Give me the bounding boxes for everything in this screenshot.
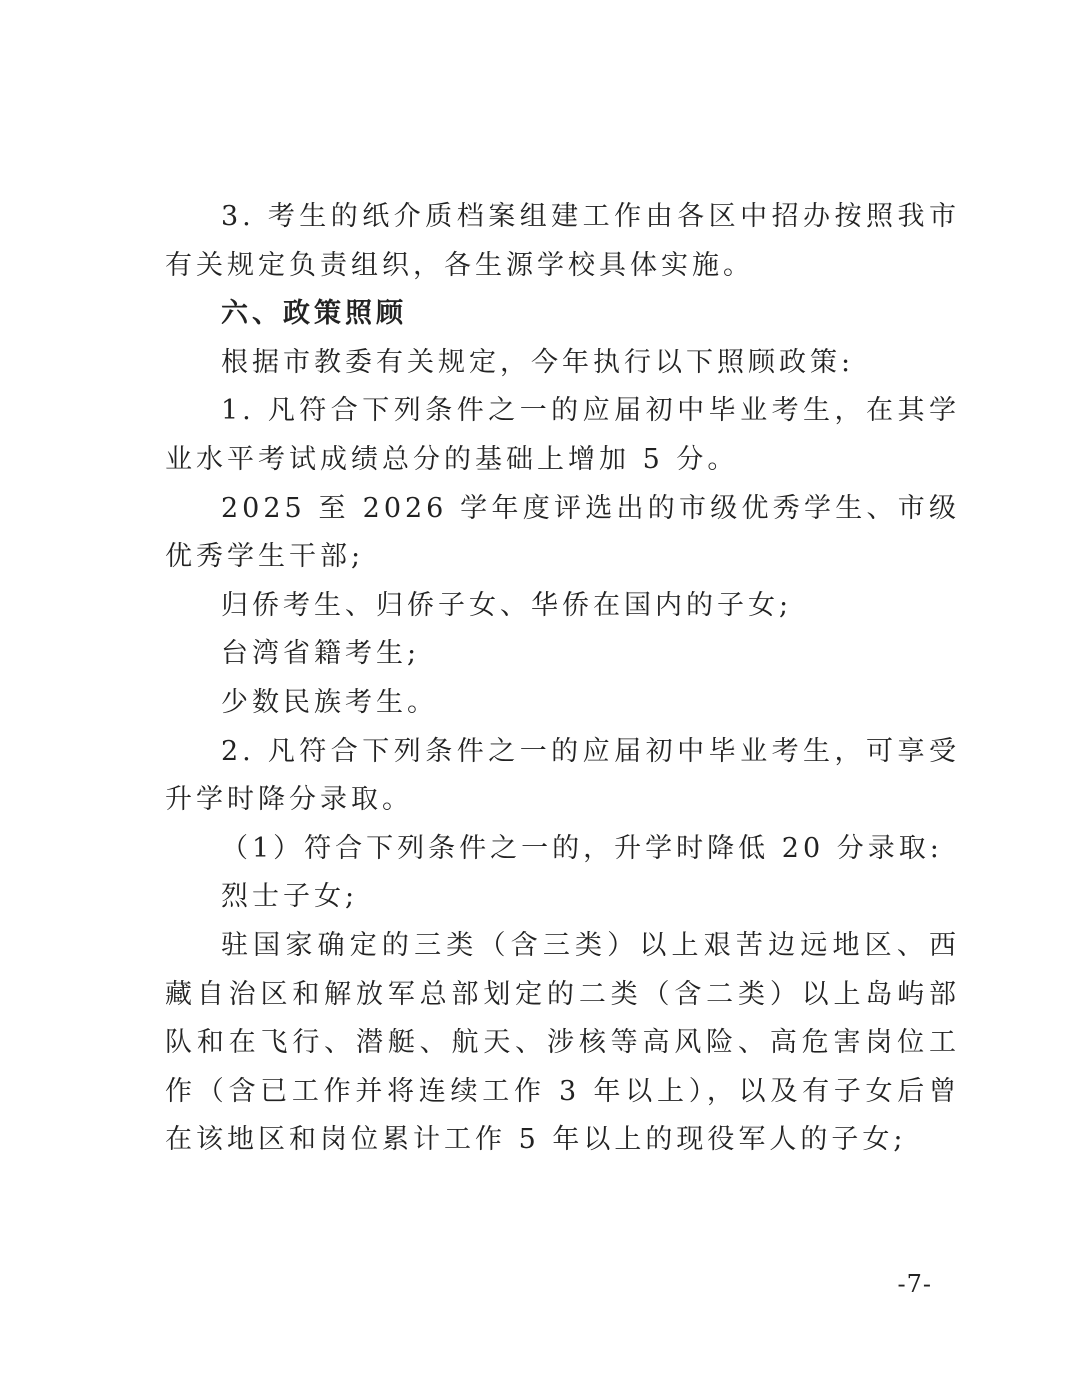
page-number: -7- [897,1270,932,1298]
section-heading-policy-care: 六、政策照顾 [221,298,407,330]
paragraph-policy-intro: 根据市教委有关规定，今年执行以下照顾政策: [221,346,855,378]
document-body [165,193,960,1165]
paragraph-20-point-reduction: （1）符合下列条件之一的，升学时降低 20 分录取: [221,832,943,864]
paragraph-military-children: 驻国家确定的三类（含三类）以上艰苦边远地区、西藏自治区和解放军总部划定的二类（含二类）以上岛屿部队和在飞行、潜艇、航天、涉核等高风险、高危害岗位工作（含已工作并将连续工作 3 年以上），以及有子女后曾在该地区和岗位累计工作 5 年以上的现役军人的子女; [165,929,960,1156]
paragraph-martyr-children: 烈士子女; [221,881,359,913]
paragraph-bonus-points: 1. 凡符合下列条件之一的应届初中毕业考生，在其学业水平考试成绩总分的基础上增加 5 分。 [165,395,960,475]
paragraph-outstanding-students: 2025 至 2026 学年度评选出的市级优秀学生、市级优秀学生干部; [165,492,960,573]
paragraph-reduced-score-admission: 2. 凡符合下列条件之一的应届初中毕业考生，可享受升学时降分录取。 [165,735,960,816]
paragraph-ethnic-minority: 少数民族考生。 [221,686,438,718]
paragraph-taiwan-students: 台湾省籍考生; [221,638,421,670]
paragraph-overseas-chinese: 归侨考生、归侨子女、华侨在国内的子女; [221,589,793,621]
paragraph-archive-organization: 3. 考生的纸介质档案组建工作由各区中招办按照我市有关规定负责组织，各生源学校具体实施。 [165,201,960,281]
